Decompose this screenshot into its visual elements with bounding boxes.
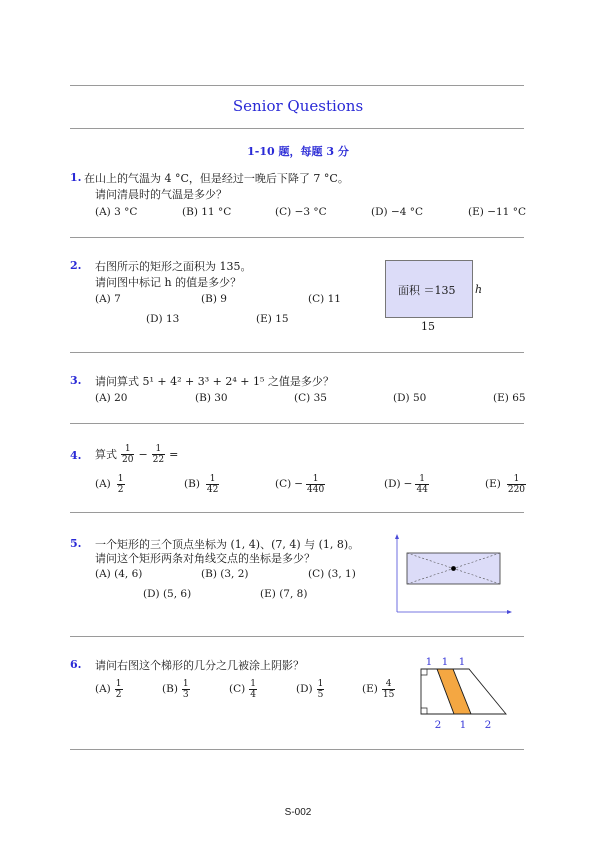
bottom-segment-label: 1 (459, 719, 467, 731)
section-subtitle: 1-10 题，每题 3 分 (247, 145, 349, 158)
option-e[interactable]: (E) $\frac{4}{15}$ (362, 678, 395, 700)
fraction: $\frac{1}{20}$ (122, 443, 134, 465)
option-a[interactable]: (A) $\frac{1}{2}$ (95, 678, 122, 700)
equals-sign: = (169, 447, 179, 461)
option-e[interactable]: (E) $\frac{1}{220}$ (485, 473, 526, 495)
question-text: 一个矩形的三个顶点坐标为 (1, 4)、(7, 4) 与 (1, 8)。 (95, 538, 360, 551)
question-number: 2. (70, 259, 82, 272)
option-c[interactable]: (C) $\frac{1}{4}$ (229, 678, 256, 700)
option-b[interactable]: (B) $\frac{1}{42}$ (184, 473, 219, 495)
option-e[interactable]: (E) (7, 8) (260, 588, 308, 600)
option-a[interactable]: (A) 20 (95, 392, 128, 404)
divider (70, 237, 524, 238)
x-axis-arrow (507, 610, 512, 614)
divider (70, 352, 524, 353)
y-axis-arrow (395, 534, 399, 539)
question-text: 请问清晨时的气温是多少？ (95, 188, 227, 201)
option-d[interactable]: (D) $\frac{1}{5}$ (296, 678, 324, 700)
intersection-point (451, 566, 456, 571)
divider (70, 636, 524, 637)
top-rule (70, 85, 524, 86)
option-d[interactable]: (D) − $\frac{1}{44}$ (384, 473, 428, 495)
option-e[interactable]: (E) −11 °C (468, 206, 526, 218)
right-angle-mark (421, 708, 427, 714)
area-label: 面积 ＝135 (398, 284, 456, 297)
option-e[interactable]: (E) 65 (493, 392, 526, 404)
question-number: 5. (70, 537, 82, 550)
question-text: 请问算式 5¹ + 4² + 3³ + 2⁴ + 1⁵ 之值是多少？ (95, 375, 334, 388)
question-number: 6. (70, 658, 82, 671)
fraction-expression (95, 441, 178, 467)
shaded-strip (437, 669, 471, 714)
option-a[interactable]: (A) 3 °C (95, 206, 138, 218)
page-code: S-002 (284, 807, 312, 818)
option-b[interactable]: (B) 11 °C (182, 206, 232, 218)
divider (70, 423, 524, 424)
question-number: 3. (70, 374, 82, 387)
divider (70, 749, 524, 750)
option-a[interactable]: (A) $\frac{1}{2}$ (95, 473, 124, 495)
question-text: 请问图中标记 h 的值是多少？ (95, 276, 242, 289)
option-d[interactable]: (D) 50 (393, 392, 427, 404)
question-text: 在山上的气温为 4 °C，但是经过一晚后下降了 7 °C。 (84, 172, 349, 185)
option-c[interactable]: (C) 11 (308, 293, 341, 305)
option-b[interactable]: (B) (3, 2) (201, 568, 249, 580)
page-title: Senior Questions (232, 97, 364, 115)
coordinate-diagram (392, 532, 514, 616)
question-number: 1. (70, 171, 82, 184)
top-segment-label: 1 (458, 656, 466, 668)
minus-sign: − (138, 447, 148, 461)
option-c[interactable]: (C) (3, 1) (308, 568, 356, 580)
option-d[interactable]: (D) (5, 6) (143, 588, 192, 600)
right-angle-mark (421, 669, 427, 675)
option-d[interactable]: (D) 13 (146, 313, 180, 325)
expression-prefix: 算式 (95, 448, 117, 461)
divider (70, 512, 524, 513)
question-text: 请问右图这个梯形的几分之几被涂上阴影？ (95, 659, 304, 672)
bottom-segment-label: 2 (434, 719, 442, 731)
trapezoid-diagram (410, 652, 514, 734)
option-c[interactable]: (C) −3 °C (275, 206, 327, 218)
option-b[interactable]: (B) $\frac{1}{3}$ (162, 678, 189, 700)
top-segment-label: 1 (441, 656, 449, 668)
height-label: h (475, 283, 483, 296)
title-rule (70, 128, 524, 129)
width-label: 15 (421, 320, 435, 333)
question-text: 请问这个矩形两条对角线交点的坐标是多少？ (95, 552, 315, 565)
option-b[interactable]: (B) 9 (201, 293, 227, 305)
option-c[interactable]: (C) 35 (294, 392, 327, 404)
question-number: 4. (70, 449, 82, 462)
option-c[interactable]: (C) − $\frac{1}{440}$ (275, 473, 325, 495)
option-b[interactable]: (B) 30 (195, 392, 228, 404)
option-e[interactable]: (E) 15 (256, 313, 289, 325)
top-segment-label: 1 (425, 656, 433, 668)
question-text: 右图所示的矩形之面积为 135。 (95, 260, 252, 273)
bottom-segment-label: 2 (484, 719, 492, 731)
fraction: $\frac{1}{22}$ (152, 443, 165, 465)
option-a[interactable]: (A) (4, 6) (95, 568, 143, 580)
option-a[interactable]: (A) 7 (95, 293, 121, 305)
option-d[interactable]: (D) −4 °C (371, 206, 424, 218)
